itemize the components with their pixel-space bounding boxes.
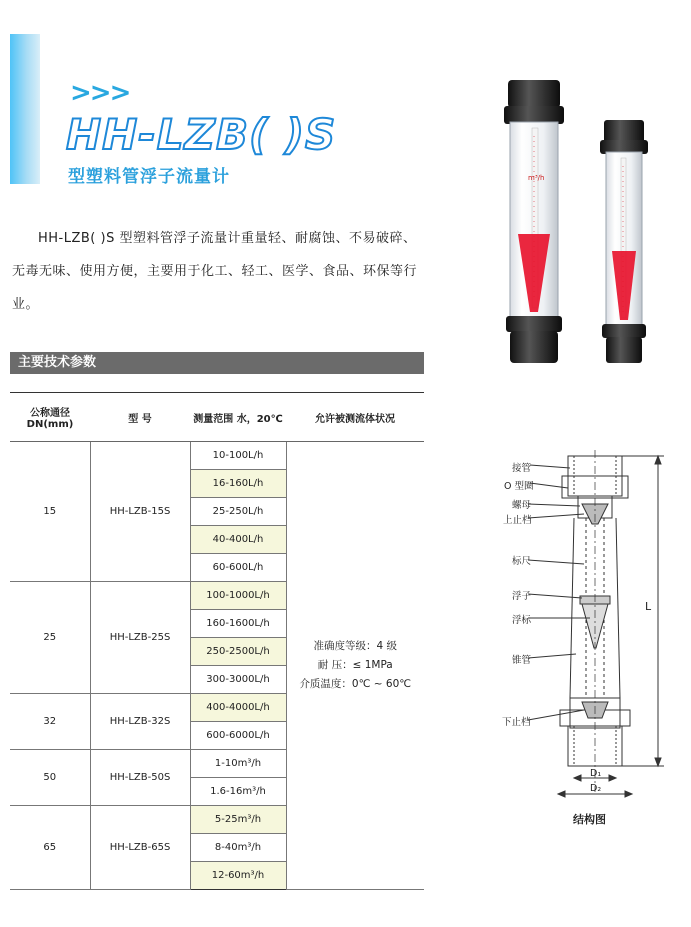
diagram-label: O 型圈 [504,481,534,492]
range-cell: 300-3000L/h [190,666,286,694]
condition-line: 耐 压：≤ 1MPa [317,659,393,671]
range-cell: 5-25m³/h [190,806,286,834]
model-cell: HH-LZB-65S [90,806,190,890]
scale-unit: m³/h [528,174,545,182]
dn-cell: 25 [10,582,90,694]
range-cell: 16-160L/h [190,470,286,498]
chevron-icon: >>> [70,78,130,108]
range-cell: 1-10m³/h [190,750,286,778]
range-cell: 25-250L/h [190,498,286,526]
spec-table [10,392,424,890]
range-cell: 60-600L/h [190,554,286,582]
condition-line: 介质温度：0℃ ~ 60℃ [299,678,412,690]
d2-label: D₂ [590,783,602,794]
accent-bar [10,34,40,184]
header-model: 型 号 [90,393,190,442]
model-cell: HH-LZB-50S [90,750,190,806]
header-range: 测量范围 水，20℃ [190,393,286,442]
diagram-label: 锥管 [512,655,532,666]
diagram-label: 浮子 [512,591,532,602]
range-cell: 600-6000L/h [190,722,286,750]
dn-cell: 32 [10,694,90,750]
header-dn: 公称通径DN(mm) [10,393,90,442]
range-cell: 400-4000L/h [190,694,286,722]
range-cell: 10-100L/h [190,442,286,470]
product-model-title: HH-LZB( )S [66,110,337,159]
condition-line: 准确度等级：4 级 [313,640,398,652]
range-cell: 8-40m³/h [190,834,286,862]
header-condition: 允许被测流体状况 [286,393,424,442]
range-cell: 40-400L/h [190,526,286,554]
range-cell: 100-1000L/h [190,582,286,610]
diagram-label: 下止档 [502,717,531,728]
range-cell: 12-60m³/h [190,862,286,890]
section-title: 主要技术参数 [10,352,424,374]
condition-cell [286,442,424,890]
product-photo [488,76,688,376]
product-subtitle: 型塑料管浮子流量计 [68,167,230,187]
d1-label: D₁ [590,768,602,779]
range-cell: 1.6-16m³/h [190,778,286,806]
diagram-label: 上止档 [503,515,532,526]
model-cell: HH-LZB-25S [90,582,190,694]
diagram-label: 接管 [512,463,532,474]
diagram-caption: 结构图 [573,813,606,826]
diagram-label: 标尺 [512,556,532,567]
dn-cell: 50 [10,750,90,806]
range-cell: 250-2500L/h [190,638,286,666]
dn-cell: 65 [10,806,90,890]
model-cell: HH-LZB-32S [90,694,190,750]
intro-paragraph: HH-LZB( )S 型塑料管浮子流量计重量轻、耐腐蚀、不易破碎、无毒无味、使用方便，主要用于化工、轻工、医学、食品、环保等行业。 [12,231,418,312]
large-flowmeter [504,80,564,363]
range-cell: 160-1600L/h [190,610,286,638]
dn-cell: 15 [10,442,90,582]
length-label: L [645,600,652,613]
small-flowmeter [600,120,648,363]
diagram-label: 螺母 [512,500,532,511]
diagram-label: 浮标 [512,615,532,626]
model-cell: HH-LZB-15S [90,442,190,582]
